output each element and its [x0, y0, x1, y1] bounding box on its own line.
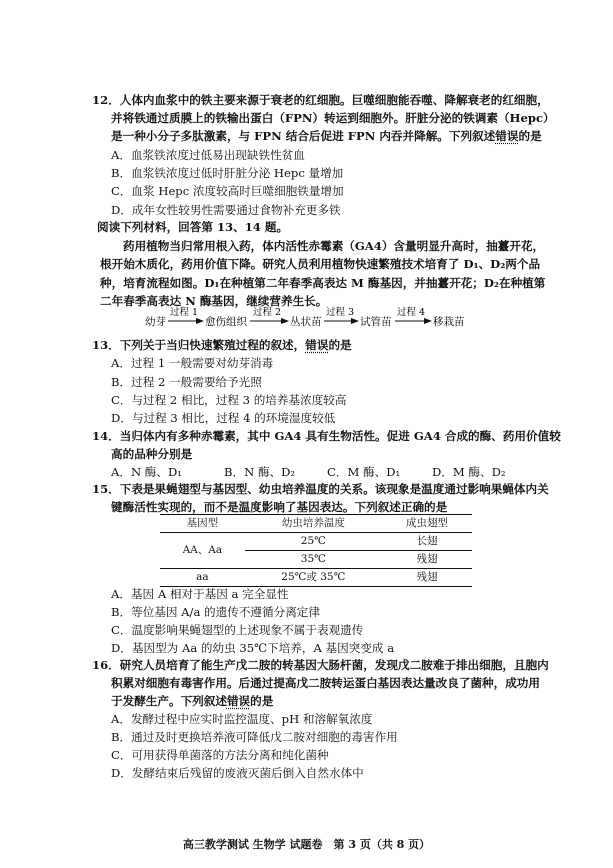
flow-node-bud: 幼芽 — [145, 316, 166, 328]
flow-node-transplant: 移栽苗 — [433, 316, 465, 328]
q12-stem-line2: 并将铁通过质膜上的铁输出蛋白（FPN）转运到细胞外。肝脏分泌的铁调素（Hepc） — [111, 111, 555, 125]
q16-stem-line2: 积累对细胞有毒害作用。后通过提高戊二胺转运蛋白基因表达量改良了菌种，成功用 — [111, 676, 540, 690]
q14-option-b[interactable]: B．N 酶、D₂ — [224, 465, 296, 479]
wing-genotype-table — [160, 514, 472, 587]
q16-stem-end: 的是 — [250, 694, 274, 708]
q12-emphasis: 错误 — [495, 129, 519, 143]
q12-stem-line3 — [111, 131, 542, 143]
flow-node-callus: 愈伤组织 — [205, 316, 247, 328]
q12-stem-end: 的是 — [518, 129, 542, 143]
cell-temp: 35℃ — [245, 551, 382, 569]
q12-option-d[interactable]: D．成年女性较男性需要通过食物补充更多铁 — [111, 203, 341, 217]
reading-para-line2: 根开始木质化，药用价值下降。研究人员利用植物快速繁殖技术培育了 D₁、D₂两个品 — [100, 257, 541, 271]
header-larva-temp: 幼虫培养温度 — [245, 515, 382, 533]
q14-option-c[interactable]: C．M 酶、D₁ — [327, 465, 401, 479]
page-footer: 高三教学测试 生物学 试题卷 第 3 页（共 8 页） — [182, 838, 431, 851]
q13-stem-text: 13．下列关于当归快速繁殖过程的叙述， — [92, 338, 306, 352]
q15-option-a[interactable]: A．基因 A 相对于基因 a 完全显性 — [111, 587, 289, 601]
q16-option-d[interactable]: D．发酵结束后残留的废液灭菌后倒入自然水体中 — [111, 766, 364, 780]
q13-option-d[interactable]: D．与过程 3 相比，过程 4 的环境湿度较低 — [111, 411, 336, 425]
q12-option-a[interactable]: A．血浆铁浓度过低易出现缺铁性贫血 — [111, 148, 305, 162]
q15-option-c[interactable]: C．温度影响果蝇翅型的上述现象不属于表观遗传 — [111, 623, 364, 637]
flow-step-3: 过程 3 — [326, 307, 355, 318]
flow-step-1: 过程 1 — [170, 307, 199, 318]
cell-wing: 长翅 — [416, 535, 438, 548]
cell-genotype: aa — [160, 569, 245, 587]
q15-option-d[interactable]: D．基因型为 Aa 的幼虫 35℃下培养，A 基因突变成 a — [111, 641, 395, 655]
q13-stem — [92, 340, 352, 352]
q16-stem-line1: 16．研究人员培育了能生产戊二胺的转基因大肠杆菌，发现戊二胺难于排出细胞，且胞内 — [92, 658, 549, 672]
q13-option-c[interactable]: C．与过程 2 相比，过程 3 的培养基浓度较高 — [111, 393, 347, 407]
table-row — [160, 533, 472, 551]
cell-temp: 25℃ — [300, 535, 326, 548]
q16-option-a[interactable]: A．发酵过程中应实时监控温度、pH 和溶解氧浓度 — [111, 712, 373, 726]
cell-temp: 25℃或 35℃ — [245, 569, 382, 587]
q14-stem-line1: 14．当归体内有多种赤霉素，其中 GA4 具有生物活性。促进 GA4 合成的酶、药用价值较 — [92, 429, 561, 443]
q14-stem-line2: 高的品种分别是 — [111, 447, 193, 461]
q15-option-b[interactable]: B．等位基因 A/a 的遗传不遵循分离定律 — [111, 605, 320, 619]
q12-option-b[interactable]: B．血浆铁浓度过低时肝脏分泌 Hepc 量增加 — [111, 166, 344, 180]
q14-option-d[interactable]: D．M 酶、D₂ — [432, 465, 506, 479]
q13-option-b[interactable]: B．过程 2 一般需要给予光照 — [111, 375, 262, 389]
header-genotype: 基因型 — [160, 515, 245, 533]
q13-stem-end: 的是 — [328, 338, 352, 352]
q13-emphasis: 错误 — [305, 338, 329, 352]
reading-para-line1: 药用植物当归常用根入药，体内活性赤霉素（GA4）含量明显升高时，抽薹开花， — [123, 239, 545, 253]
flow-step-4: 过程 4 — [397, 307, 426, 318]
q16-stem-line3 — [111, 696, 273, 708]
cell-wing: 残翅 — [382, 569, 472, 587]
flow-step-2: 过程 2 — [253, 307, 282, 318]
header-wing-type: 成虫翅型 — [382, 515, 472, 533]
q16-emphasis: 错误 — [226, 694, 251, 708]
reading-para-line3: 种，培育流程如图。D₁在种植第二年春季高表达 M 酶基因，并抽薹开花；D₂在种植第 — [100, 276, 546, 290]
q15-stem-line2: 键酶活性实现的，而不是温度影响了基因表达。下列叙述正确的是 — [111, 500, 448, 514]
q12-stem-text: 是一种小分子多肽激素，与 FPN 结合后促进 FPN 内吞并降解。下列叙述 — [111, 129, 496, 143]
reading-intro: 阅读下列材料，回答第 13、14 题。 — [97, 220, 289, 234]
reading-para-line4: 二年春季高表达 N 酶基因，继续营养生长。 — [100, 294, 328, 308]
q12-option-c[interactable]: C．血浆 Hepc 浓度较高时巨噬细胞铁量增加 — [111, 184, 344, 198]
flow-node-tube: 试管苗 — [360, 316, 392, 328]
q14-option-a[interactable]: A．N 酶、D₁ — [111, 465, 182, 479]
q12-stem-line1: 12．人体内血浆中的铁主要来源于衰老的红细胞。巨噬细胞能吞噬、降解衰老的红细胞， — [92, 93, 549, 107]
cell-genotype: AA、Aa — [182, 544, 223, 557]
q16-option-c[interactable]: C．可用获得单菌落的方法分离和纯化菌种 — [111, 748, 329, 762]
table-row — [160, 569, 472, 587]
q16-option-b[interactable]: B．通过及时更换培养液可降低戊二胺对细胞的毒害作用 — [111, 730, 398, 744]
cell-wing: 残翅 — [382, 551, 472, 569]
table-header-row — [160, 515, 472, 533]
q16-stem-text: 于发酵生产。下列叙述 — [111, 694, 227, 708]
flow-node-clump: 丛状苗 — [290, 316, 322, 328]
q15-stem-line1: 15．下表是果蝇翅型与基因型、幼虫培养温度的关系。该现象是温度通过影响果蝇体内关 — [92, 482, 549, 496]
q13-option-a[interactable]: A．过程 1 一般需要对幼芽消毒 — [111, 356, 274, 370]
